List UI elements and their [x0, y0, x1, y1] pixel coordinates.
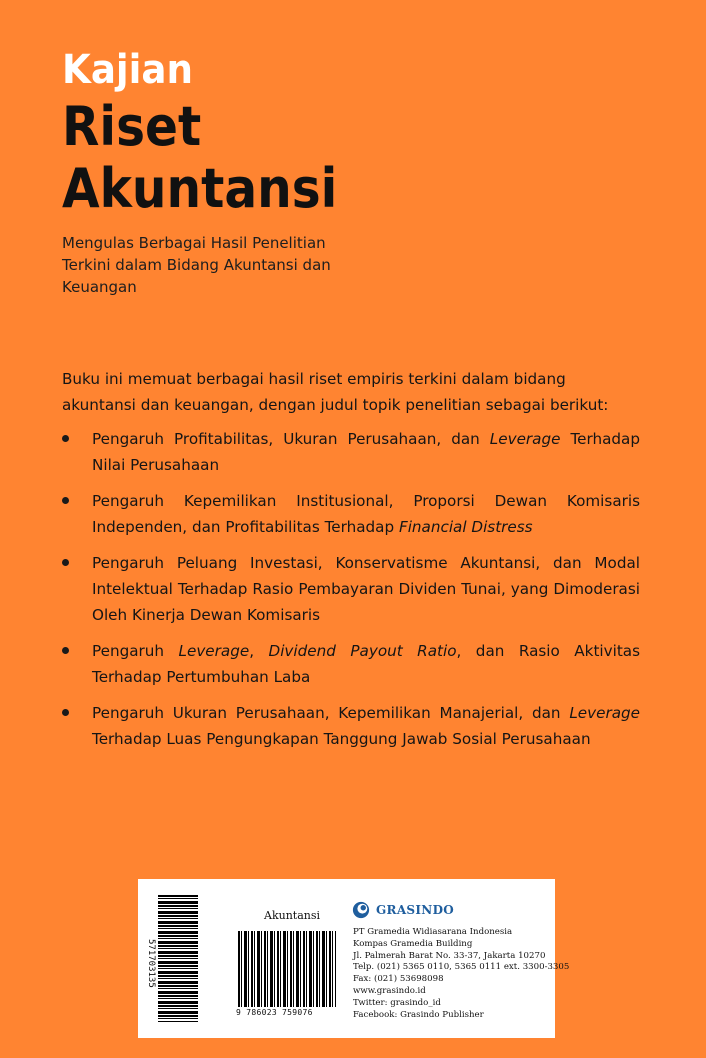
- bullet-dot-icon: [62, 559, 69, 566]
- publisher-info: [353, 927, 569, 1021]
- list-item: [62, 700, 640, 752]
- vertical-barcode: [158, 895, 198, 1022]
- bullet-dot-icon: [62, 435, 69, 442]
- publisher-line: PT Gramedia Widiasarana Indonesia: [353, 927, 513, 937]
- list-item-text: Pengaruh Kepemilikan Institusional, Proporsi Dewan Komisaris Independen, dan Profitabilitas Terhadap Financial Distress: [92, 492, 640, 536]
- topic-list: [62, 426, 640, 762]
- vertical-barcode-number: 571703135: [146, 939, 156, 988]
- grasindo-logo-icon: [352, 901, 370, 919]
- book-subtitle: Mengulas Berbagai Hasil Penelitian Terkini dalam Bidang Akuntansi dan Keuangan: [62, 234, 331, 296]
- publisher-line: Telp. (021) 5365 0110, 5365 0111 ext. 3300-3305: [353, 962, 570, 973]
- list-item: [62, 550, 640, 628]
- bullet-dot-icon: [62, 647, 69, 654]
- publisher-line: Kompas Gramedia Building: [353, 938, 473, 949]
- barcode-panel: [138, 879, 570, 1038]
- intro-paragraph: Buku ini memuat berbagai hasil riset empiris terkini dalam bidang akuntansi dan keuangan, dengan judul topik penelitian sebagai berikut:: [62, 370, 609, 414]
- list-item: [62, 638, 640, 690]
- bullet-dot-icon: [62, 709, 69, 716]
- isbn-barcode: [238, 931, 336, 1007]
- book-title: [62, 44, 368, 220]
- list-item-text: Pengaruh Ukuran Perusahaan, Kepemilikan Manajerial, dan Leverage Terhadap Luas Pengungkapan Tanggung Jawab Sosial Perusahaan: [92, 704, 640, 748]
- list-item-text: Pengaruh Peluang Investasi, Konservatisme Akuntansi, dan Modal Intelektual Terhadap Rasio Pembayaran Dividen Tunai, yang Dimoderasi Oleh Kinerja Dewan Komisaris: [92, 554, 640, 624]
- book-category: Akuntansi: [264, 909, 321, 922]
- publisher-line: Fax: (021) 53698098: [353, 974, 444, 985]
- publisher-line: Twitter: grasindo_id: [353, 997, 441, 1008]
- publisher-line: Facebook: Grasindo Publisher: [353, 1009, 484, 1020]
- publisher-logo-text: GRASINDO: [376, 903, 455, 917]
- list-item-text: Pengaruh Profitabilitas, Ukuran Perusahaan, dan Leverage Terhadap Nilai Perusahaan: [92, 430, 640, 474]
- publisher-line: www.grasindo.id: [353, 985, 426, 996]
- list-item-text: Pengaruh Leverage, Dividend Payout Ratio, dan Rasio Aktivitas Terhadap Pertumbuhan Laba: [92, 642, 641, 686]
- title-line-kajian: Kajian: [62, 47, 194, 93]
- publisher-logo: [352, 901, 454, 919]
- title-line-riset: Riset: [62, 95, 202, 158]
- title-line-akuntansi: Akuntansi: [62, 157, 338, 220]
- bullet-dot-icon: [62, 497, 69, 504]
- list-item: [62, 426, 640, 478]
- list-item: [62, 488, 640, 540]
- isbn-number: 9 786023 759076: [236, 1008, 313, 1017]
- publisher-line: Jl. Palmerah Barat No. 33-37, Jakarta 10270: [353, 950, 546, 961]
